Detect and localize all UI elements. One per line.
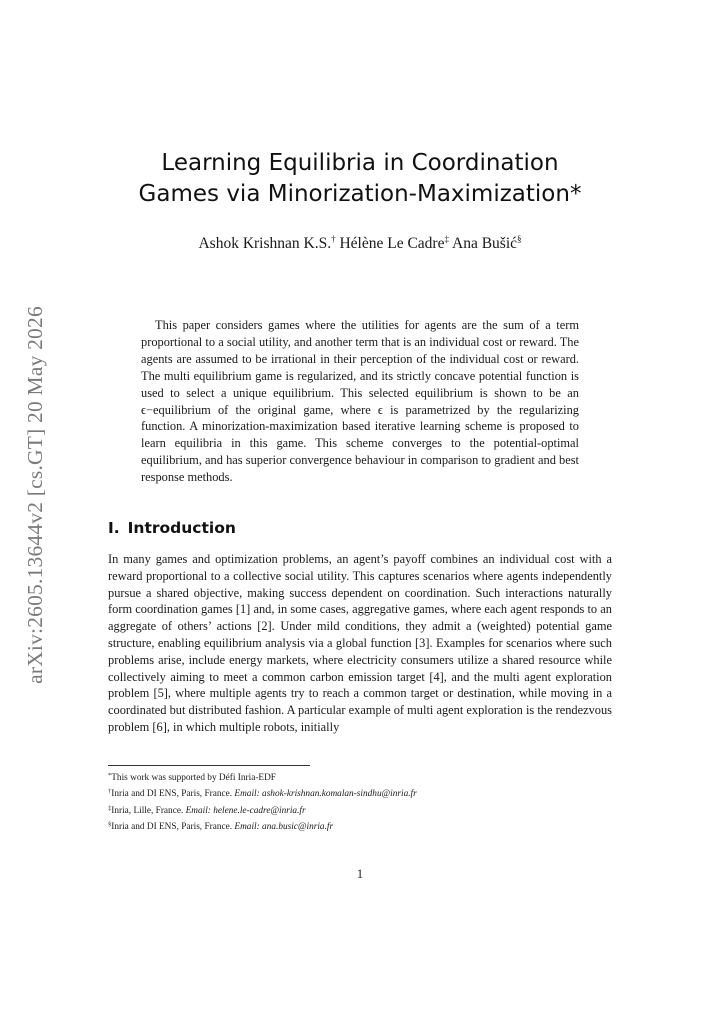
footnote (108, 769, 612, 785)
footnote-text: This work was supported by Défi Inria-EDF (111, 773, 276, 783)
footnote-email-label: Email: (185, 805, 211, 816)
footnote-email-label: Email: (234, 789, 260, 800)
title-line-2 (0, 179, 720, 210)
introduction-paragraph: In many games and optimization problems, an agent’s payoff combines an individual cost with a reward proportional to a collective social utility. This captures scenarios where agents independently pursue a shared objective, making success dependent on coordination. Such interactions naturally form coordination games [1] and, in some cases, aggregative games, where each agent responds to an aggregate of others’ actions [2]. Under mild conditions, they admit a (weighted) potential game structure, enabling equilibrium analysis via a global function [3]. Examples for scenarios where such problems arise, include energy markets, where electricity consumers utilize a shared resource while collectively aiming to meet a common carbon emission target [4], and the multi agent exploration problem [5], where multiple agents try to reach a common target or destination, while moving in a coordinated but distributed fashion. A particular example of multi agent exploration is the rendezvous problem [6], in which multiple robots, initially (108, 552, 612, 734)
author-name: Hélène Le Cadre (339, 235, 445, 252)
title-footnote-marker: * (569, 181, 582, 207)
author-affiliation-mark: ‡ (444, 234, 449, 244)
footnote-marker: * (108, 772, 112, 779)
footnote (108, 785, 612, 801)
paper-title (0, 148, 720, 210)
arxiv-identifier: arXiv:2605.13644v2 [cs.GT] 20 May 2026 (23, 306, 47, 684)
section-heading (108, 518, 236, 538)
footnote-email: ashok-krishnan.komalan-sindhu@inria.fr (259, 789, 417, 800)
footnote-text: Inria and DI ENS, Paris, France. (111, 789, 235, 800)
footnotes (108, 769, 612, 834)
footnote-marker: ‡ (108, 804, 112, 812)
footnote-marker: † (108, 788, 112, 796)
page-number: 1 (356, 867, 364, 881)
footnote (108, 802, 612, 818)
footnote-text: Inria, Lille, France. (111, 805, 186, 816)
footnote-email-label: Email: (234, 821, 260, 832)
abstract: This paper considers games where the utilities for agents are the sum of a term proportional to a social utility, and another term that is an individual cost or reward. The agents are assumed to be irrational in their perception of the individual cost or reward. The multi equilibrium game is regularized, and its strictly concave potential function is used to select a unique equilibrium. This selected equilibrium is shown to be an ϵ−equilibrium of the original game, where ϵ is parametrized by the regularizing function. A minorization-maximization based iterative learning scheme is proposed to learn equilibria in this game. This scheme converges to the potential-optimal equilibrium, and has superior convergence behaviour in comparison to gradient and best response methods. (141, 318, 579, 485)
author-affiliation-mark: § (517, 234, 522, 244)
author-list (0, 229, 720, 254)
section-number: I. (108, 519, 120, 537)
footnote-marker: § (108, 820, 112, 828)
author-name: Ashok Krishnan K.S. (198, 235, 332, 252)
footnote (108, 818, 612, 834)
footnote-text: Inria and DI ENS, Paris, France. (111, 821, 235, 832)
section-title: Introduction (127, 519, 236, 537)
footnote-email: ana.busic@inria.fr (259, 821, 334, 832)
footnote-divider (108, 765, 310, 766)
title-line-1: Learning Equilibria in Coordination (161, 150, 559, 176)
author-name: Ana Bušić (452, 235, 518, 252)
title-line-2-text: Games via Minorization-Maximization (138, 181, 570, 207)
author-affiliation-mark: † (331, 234, 336, 244)
footnote-email: helene.le-cadre@inria.fr (210, 805, 306, 816)
